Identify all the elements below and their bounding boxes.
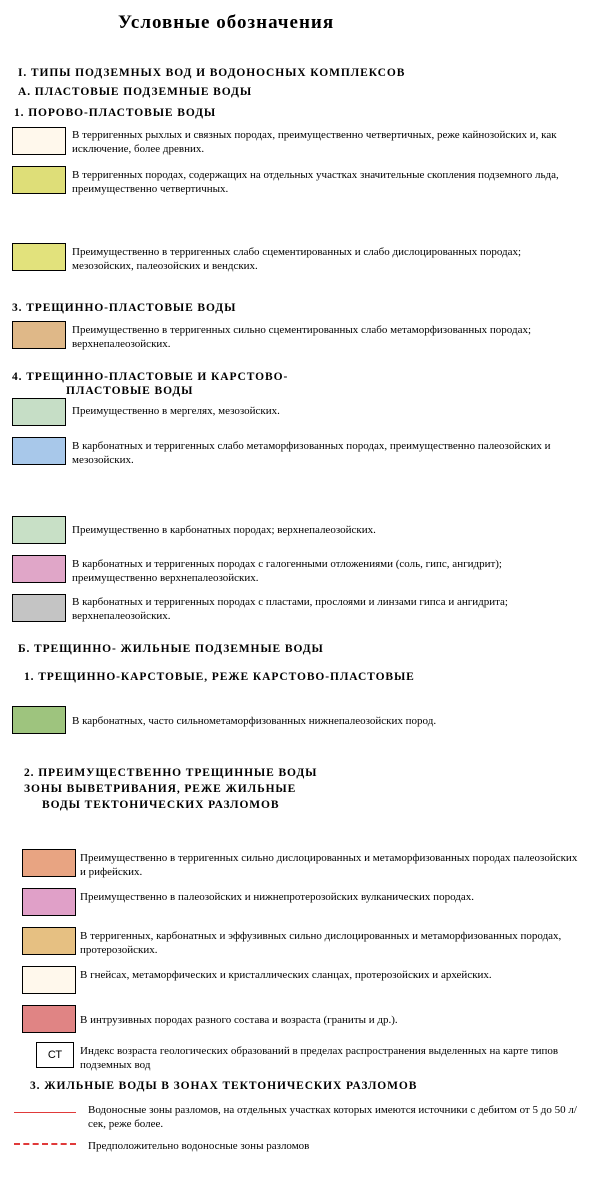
age-index-text: Индекс возраста геологических образований в пределах распространения выделенных на карте типов подземных вод (80, 1045, 559, 1071)
legend-swatch-14 (22, 966, 76, 994)
section-heading-b3: 3. ЖИЛЬНЫЕ ВОДЫ В ЗОНАХ ТЕКТОНИЧЕСКИХ РАЗЛОМОВ (30, 1080, 418, 1092)
legend-text-14: В гнейсах, метаморфических и кристаллических сланцах, протерозойских и архейских. (80, 969, 492, 981)
section-heading-b: Б. ТРЕЩИННО- ЖИЛЬНЫЕ ПОДЗЕМНЫЕ ВОДЫ (18, 643, 324, 655)
legend-text-8: В карбонатных и терригенных породах с галогенными отложениями (соль, гипс, ангидрит); преимущественно верхнепалеозойских. (72, 558, 502, 584)
legend-text-9: В карбонатных и терригенных породах с пластами, прослоями и линзами гипса и ангидрита; верхнепалеозойских. (72, 596, 508, 622)
section-heading-a1: 1. ПОРОВО-ПЛАСТОВЫЕ ВОДЫ (14, 107, 217, 119)
section-heading-a4-line2: ПЛАСТОВЫЕ ВОДЫ (66, 385, 194, 397)
legend-swatch-3 (12, 243, 66, 271)
legend-text-15: В интрузивных породах разного состава и возраста (граниты и др.). (80, 1014, 398, 1026)
section-heading-main: I. ТИПЫ ПОДЗЕМНЫХ ВОД И ВОДОНОСНЫХ КОМПЛЕКСОВ (18, 67, 406, 79)
legend-text-10: В карбонатных, часто сильнометаморфизованных нижнепалеозойских пород. (72, 715, 437, 727)
legend-swatch-15 (22, 1005, 76, 1033)
legend-title: Условные обозначения (118, 12, 335, 33)
legend-text-3: Преимущественно в терригенных слабо сцементированных и слабо дислоцированных породах; мезозойских, палеозойских и вендских. (72, 246, 522, 272)
section-heading-a4-line1: 4. ТРЕЩИННО-ПЛАСТОВЫЕ И КАРСТОВО- (12, 371, 289, 383)
legend-swatch-4 (12, 321, 66, 349)
legend-swatch-9 (12, 594, 66, 622)
legend-swatch-7 (12, 516, 66, 544)
fault-zone-dashed-line (14, 1143, 76, 1145)
legend-swatch-12 (22, 888, 76, 916)
legend-text-2: В терригенных породах, содержащих на отдельных участках значительные скопления подземного льда, преимущественно четвертичных. (72, 169, 559, 195)
legend-swatch-13 (22, 927, 76, 955)
legend-text-1: В терригенных рыхлых и связных породах, преимущественно четвертичных, реже кайнозойских и, как исключение, более древних. (72, 129, 557, 155)
legend-text-4: Преимущественно в терригенных сильно сцементированных слабо метаморфизованных породах; верхнепалеозойских. (72, 324, 532, 350)
section-heading-b2-line1: 2. ПРЕИМУЩЕСТВЕННО ТРЕЩИННЫЕ ВОДЫ (24, 767, 318, 779)
legend-swatch-8 (12, 555, 66, 583)
fault-zone-solid-text: Водоносные зоны разломов, на отдельных участках которых имеются источники с дебитом от 5 до 50 л/сек, реже более. (88, 1104, 577, 1130)
section-heading-a: А. ПЛАСТОВЫЕ ПОДЗЕМНЫЕ ВОДЫ (18, 86, 253, 98)
section-heading-b2-line3: ВОДЫ ТЕКТОНИЧЕСКИХ РАЗЛОМОВ (42, 799, 280, 811)
legend-text-5: Преимущественно в мергелях, мезозойских. (72, 405, 280, 417)
section-heading-a3: 3. ТРЕЩИННО-ПЛАСТОВЫЕ ВОДЫ (12, 302, 237, 314)
legend-swatch-5 (12, 398, 66, 426)
section-heading-b1: 1. ТРЕЩИННО-КАРСТОВЫЕ, РЕЖЕ КАРСТОВО-ПЛАСТОВЫЕ (24, 671, 415, 683)
age-index-box: СТ (36, 1042, 74, 1068)
legend-text-7: Преимущественно в карбонатных породах; верхнепалеозойских. (72, 524, 376, 536)
legend-swatch-11 (22, 849, 76, 877)
legend-text-6: В карбонатных и терригенных слабо метаморфизованных породах, преимущественно палеозойских и мезозойских. (72, 440, 551, 466)
legend-text-13: В терригенных, карбонатных и эффузивных сильно дислоцированных и метаморфизованных породах, протерозойских. (80, 930, 562, 956)
section-heading-b2-line2: ЗОНЫ ВЫВЕТРИВАНИЯ, РЕЖЕ ЖИЛЬНЫЕ (24, 783, 297, 795)
legend-text-11: Преимущественно в терригенных сильно дислоцированных и метаморфизованных породах палеозойских и рифейских. (80, 852, 578, 878)
legend-swatch-10 (12, 706, 66, 734)
legend-swatch-6 (12, 437, 66, 465)
legend-text-12: Преимущественно в палеозойских и нижнепротерозойских вулканических породах. (80, 891, 474, 903)
legend-swatch-2 (12, 166, 66, 194)
fault-zone-dashed-text: Предположительно водоносные зоны разломов (88, 1140, 310, 1152)
legend-swatch-1 (12, 127, 66, 155)
fault-zone-solid-line (14, 1112, 76, 1113)
